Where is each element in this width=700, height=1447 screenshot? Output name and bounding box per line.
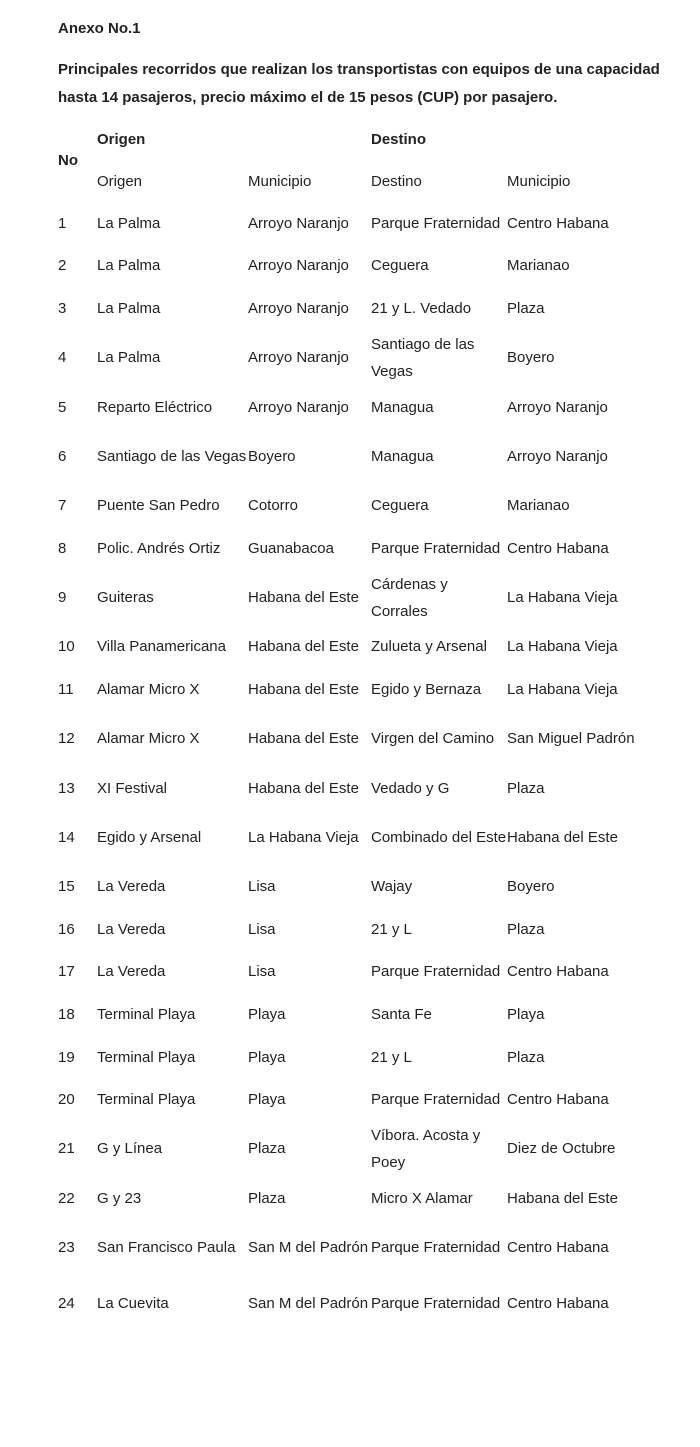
table-row — [58, 428, 678, 484]
table-row — [58, 1121, 678, 1177]
cell-destination: Virgen del Camino — [371, 730, 495, 748]
cell-destination: Parque Fraternidad — [371, 214, 501, 232]
cell-no: 9 — [58, 589, 67, 607]
cell-origin-municipality: Boyero — [248, 447, 296, 465]
column-header-origin: Origen — [97, 172, 143, 190]
cell-origin-municipality: Arroyo Naranjo — [248, 299, 349, 317]
table-row — [58, 1078, 678, 1121]
cell-destination-municipality: Centro Habana — [507, 963, 609, 981]
cell-destination-municipality: Boyero — [507, 878, 555, 896]
cell-destination-municipality: Plaza — [507, 1048, 545, 1066]
cell-origin: G y 23 — [97, 1189, 142, 1207]
table-row — [58, 711, 678, 767]
cell-destination-municipality: Centro Habana — [507, 1091, 609, 1109]
cell-origin: Reparto Eléctrico — [97, 398, 213, 416]
cell-origin-municipality: Lisa — [248, 878, 276, 896]
cell-destination: Parque Fraternidad — [371, 963, 501, 981]
table-row — [58, 626, 678, 669]
cell-origin-municipality: Arroyo Naranjo — [248, 349, 349, 367]
cell-no: 13 — [58, 779, 75, 797]
cell-origin: Alamar Micro X — [97, 680, 200, 698]
cell-origin-municipality: Habana del Este — [248, 638, 359, 656]
table-row — [58, 287, 678, 330]
annex-title: Anexo No.1 — [58, 20, 141, 37]
cell-origin-municipality: Cotorro — [248, 497, 299, 515]
cell-no: 3 — [58, 299, 67, 317]
table-row — [58, 668, 678, 711]
table-row — [58, 386, 678, 429]
cell-origin: San Francisco Paula — [97, 1239, 236, 1256]
cell-no: 23 — [58, 1239, 75, 1256]
cell-destination: 21 y L — [371, 1048, 412, 1066]
cell-destination-municipality: Playa — [507, 1005, 545, 1023]
cell-destination-municipality: Arroyo Naranjo — [507, 447, 608, 465]
cell-origin: Terminal Playa — [97, 1048, 196, 1066]
cell-origin: La Vereda — [97, 878, 166, 896]
group-header-origin: Origen — [97, 130, 146, 148]
cell-destination-municipality: Centro Habana — [507, 214, 609, 232]
table-row — [58, 202, 678, 245]
cell-destination: 21 y L — [371, 920, 412, 938]
table-row — [58, 865, 678, 908]
cell-no: 11 — [58, 680, 74, 698]
column-header-destination: Destino — [371, 172, 422, 190]
cell-no: 24 — [58, 1295, 75, 1312]
cell-origin-municipality: Playa — [248, 1048, 286, 1066]
cell-destination: Wajay — [371, 878, 413, 896]
cell-destination-municipality: Marianao — [507, 497, 570, 515]
cell-no: 16 — [58, 920, 75, 938]
cell-destination: Combinado del Este — [371, 828, 507, 846]
table-row — [58, 245, 678, 288]
cell-destination-municipality: Centro Habana — [507, 539, 609, 557]
cell-destination: Vedado y G — [371, 779, 450, 797]
table-row — [58, 951, 678, 994]
cell-destination: Ceguera — [371, 497, 429, 515]
table-row — [58, 908, 678, 951]
column-header-no: No — [58, 151, 78, 169]
cell-origin: La Vereda — [97, 920, 166, 938]
cell-no: 17 — [58, 963, 75, 981]
table-row — [58, 993, 678, 1036]
table-row — [58, 527, 678, 570]
cell-no: 14 — [58, 828, 75, 846]
cell-no: 15 — [58, 878, 75, 896]
table-row — [58, 1036, 678, 1079]
cell-origin-municipality: Plaza — [248, 1140, 286, 1158]
cell-origin-municipality: San M del Padrón — [248, 1239, 369, 1256]
cell-no: 19 — [58, 1048, 75, 1066]
cell-destination: Cárdenas y Corrales — [371, 575, 448, 620]
cell-destination-municipality: La Habana Vieja — [507, 638, 618, 656]
cell-origin: La Palma — [97, 349, 161, 367]
cell-destination: Parque Fraternidad — [371, 539, 501, 557]
cell-origin-municipality: Guanabacoa — [248, 539, 334, 557]
cell-destination: Parque Fraternidad — [371, 1239, 501, 1256]
cell-destination-municipality: Centro Habana — [507, 1295, 609, 1312]
table-group-header-row — [58, 118, 678, 160]
cell-no: 1 — [58, 214, 67, 232]
table-row — [58, 1276, 678, 1332]
column-header-origin-municipality: Municipio — [248, 172, 312, 190]
cell-no: 21 — [58, 1140, 75, 1158]
cell-origin: Puente San Pedro — [97, 497, 220, 515]
group-header-destination: Destino — [371, 130, 427, 148]
cell-destination-municipality: Plaza — [507, 920, 545, 938]
cell-destination-municipality: Plaza — [507, 299, 545, 317]
cell-origin-municipality: Playa — [248, 1005, 286, 1023]
cell-origin-municipality: Habana del Este — [248, 589, 359, 607]
cell-destination-municipality: Plaza — [507, 779, 545, 797]
cell-no: 4 — [58, 349, 67, 367]
routes-table — [58, 118, 678, 1332]
cell-origin-municipality: Habana del Este — [248, 730, 359, 748]
table-row — [58, 1177, 678, 1220]
cell-no: 12 — [58, 730, 75, 748]
cell-destination: Micro X Alamar — [371, 1189, 473, 1207]
cell-origin-municipality: Habana del Este — [248, 779, 359, 797]
cell-no: 18 — [58, 1005, 75, 1023]
cell-origin: Alamar Micro X — [97, 730, 200, 748]
table-sub-header-row — [58, 160, 678, 202]
cell-no: 5 — [58, 398, 67, 416]
cell-origin: Polic. Andrés Ortiz — [97, 539, 221, 557]
cell-no: 2 — [58, 257, 67, 275]
cell-origin: La Vereda — [97, 963, 166, 981]
cell-destination: Santiago de las Vegas — [371, 335, 475, 380]
cell-destination: Egido y Bernaza — [371, 680, 482, 698]
cell-origin: Egido y Arsenal — [97, 828, 202, 846]
cell-destination: Ceguera — [371, 257, 429, 275]
cell-no: 7 — [58, 497, 67, 515]
cell-destination: Zulueta y Arsenal — [371, 638, 487, 656]
cell-no: 10 — [58, 638, 75, 656]
cell-origin-municipality: Habana del Este — [248, 680, 359, 698]
cell-destination: 21 y L. Vedado — [371, 299, 472, 317]
cell-destination: Parque Fraternidad — [371, 1295, 501, 1312]
cell-no: 8 — [58, 539, 67, 557]
cell-origin-municipality: Plaza — [248, 1189, 286, 1207]
cell-origin-municipality: Lisa — [248, 963, 276, 981]
cell-destination-municipality: Diez de Octubre — [507, 1140, 616, 1158]
cell-origin-municipality: La Habana Vieja — [248, 828, 359, 846]
cell-origin: Santiago de las Vegas — [97, 447, 247, 465]
table-row — [58, 767, 678, 810]
cell-destination-municipality: Boyero — [507, 349, 555, 367]
table-row — [58, 570, 678, 626]
cell-origin: G y Línea — [97, 1140, 163, 1158]
cell-origin: La Palma — [97, 299, 161, 317]
cell-origin: La Cuevita — [97, 1295, 169, 1312]
cell-destination: Parque Fraternidad — [371, 1091, 501, 1109]
cell-origin: XI Festival — [97, 779, 168, 797]
cell-no: 6 — [58, 447, 67, 465]
cell-destination: Santa Fe — [371, 1005, 432, 1023]
cell-destination-municipality: San Miguel Padrón — [507, 730, 635, 748]
column-header-destination-municipality: Municipio — [507, 172, 571, 190]
cell-origin-municipality: Arroyo Naranjo — [248, 257, 349, 275]
cell-destination-municipality: Centro Habana — [507, 1239, 609, 1256]
cell-destination-municipality: Habana del Este — [507, 828, 618, 846]
intro-paragraph: Principales recorridos que realizan los transportistas con equipos de una capacidad hasta 14 pasajeros, precio máximo el de 15 pesos (CUP) por pasajero. — [58, 61, 660, 106]
cell-origin: La Palma — [97, 257, 161, 275]
cell-origin: Terminal Playa — [97, 1005, 196, 1023]
cell-destination: Víbora. Acosta y Poey — [371, 1126, 481, 1171]
table-row — [58, 484, 678, 527]
cell-origin-municipality: San M del Padrón — [248, 1295, 369, 1312]
cell-destination-municipality: La Habana Vieja — [507, 680, 618, 698]
table-row — [58, 809, 678, 865]
routes-table-body — [58, 202, 678, 1332]
cell-origin: Terminal Playa — [97, 1091, 196, 1109]
cell-origin-municipality: Lisa — [248, 920, 276, 938]
cell-destination-municipality: La Habana Vieja — [507, 589, 618, 607]
cell-origin-municipality: Arroyo Naranjo — [248, 398, 349, 416]
cell-origin: La Palma — [97, 214, 161, 232]
table-row — [58, 330, 678, 386]
cell-origin: Guiteras — [97, 589, 154, 607]
cell-destination: Managua — [371, 398, 434, 416]
cell-origin-municipality: Playa — [248, 1091, 286, 1109]
cell-no: 22 — [58, 1189, 75, 1207]
cell-origin-municipality: Arroyo Naranjo — [248, 214, 349, 232]
cell-destination: Managua — [371, 447, 434, 465]
cell-destination-municipality: Marianao — [507, 257, 570, 275]
table-row — [58, 1220, 678, 1276]
cell-destination-municipality: Arroyo Naranjo — [507, 398, 608, 416]
cell-no: 20 — [58, 1091, 75, 1109]
cell-destination-municipality: Habana del Este — [507, 1189, 618, 1207]
cell-origin: Villa Panamericana — [97, 638, 226, 656]
